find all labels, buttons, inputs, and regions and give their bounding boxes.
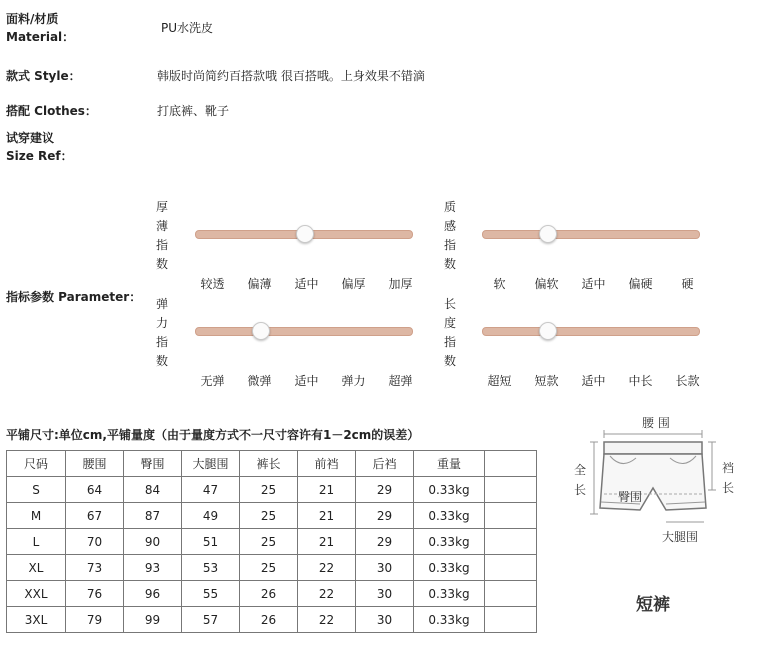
table-header-cell: 尺码 <box>7 451 66 477</box>
tick-label: 适中 <box>581 374 606 388</box>
table-cell: 49 <box>182 503 240 529</box>
table-cell <box>485 555 537 581</box>
table-cell: 64 <box>66 477 124 503</box>
tick-label: 适中 <box>581 277 606 291</box>
tick-label: 偏软 <box>534 277 559 291</box>
parameter-label: 指标参数 Parameter： <box>6 290 142 304</box>
tick-label: 较透 <box>200 277 225 291</box>
thickness-index-label: 厚薄指数 <box>155 200 168 271</box>
table-cell <box>485 529 537 555</box>
table-cell: 84 <box>124 477 182 503</box>
table-cell: S <box>7 477 66 503</box>
table-cell: 96 <box>124 581 182 607</box>
waist-label: 腰 围 <box>642 416 670 430</box>
table-cell: 26 <box>240 607 298 633</box>
elasticity-ticks <box>189 372 424 389</box>
table-cell: 22 <box>298 581 356 607</box>
table-cell: 53 <box>182 555 240 581</box>
size-table <box>6 450 537 633</box>
table-cell: XL <box>7 555 66 581</box>
table-cell <box>485 581 537 607</box>
table-cell: 67 <box>66 503 124 529</box>
elasticity-index-label: 弹力指数 <box>155 297 168 368</box>
table-cell: 29 <box>356 529 414 555</box>
table-cell: L <box>7 529 66 555</box>
length-slider-knob <box>539 322 557 340</box>
tick-label: 短款 <box>534 374 559 388</box>
table-cell: 0.33kg <box>414 477 485 503</box>
table-row <box>7 555 537 581</box>
table-cell: 25 <box>240 477 298 503</box>
table-cell: 21 <box>298 477 356 503</box>
table-cell: 0.33kg <box>414 529 485 555</box>
table-cell: 93 <box>124 555 182 581</box>
table-cell: 0.33kg <box>414 607 485 633</box>
table-cell: 22 <box>298 607 356 633</box>
table-cell <box>485 477 537 503</box>
tick-label: 微弹 <box>247 374 272 388</box>
table-row <box>7 477 537 503</box>
tick-label: 超短 <box>487 374 512 388</box>
thickness-slider-knob <box>296 225 314 243</box>
table-cell: 0.33kg <box>414 581 485 607</box>
clothes-label: 搭配 Clothes： <box>6 104 97 118</box>
table-cell: 57 <box>182 607 240 633</box>
table-cell: 30 <box>356 607 414 633</box>
table-row <box>7 581 537 607</box>
clothes-value: 打底裤、靴子 <box>157 104 230 118</box>
table-cell: XXL <box>7 581 66 607</box>
diagram-title: 短裤 <box>636 595 670 615</box>
table-row <box>7 607 537 633</box>
table-cell: 26 <box>240 581 298 607</box>
table-header-cell: 后裆 <box>356 451 414 477</box>
table-cell: 0.33kg <box>414 503 485 529</box>
tick-label: 偏薄 <box>247 277 272 291</box>
style-value: 韩版时尚简约百搭款哦 很百搭哦。上身效果不错滴 <box>157 69 425 83</box>
elasticity-slider-track <box>195 327 413 336</box>
hip-label: 臀围 <box>618 490 643 504</box>
material-label-cn: 面料/材质 <box>6 12 59 26</box>
texture-slider-knob <box>539 225 557 243</box>
table-cell: 47 <box>182 477 240 503</box>
tick-label: 加厚 <box>388 277 413 291</box>
table-cell: 73 <box>66 555 124 581</box>
length-ticks <box>476 372 711 389</box>
table-cell: 51 <box>182 529 240 555</box>
tick-label: 中长 <box>628 374 653 388</box>
table-cell: 25 <box>240 503 298 529</box>
tick-label: 软 <box>493 277 506 291</box>
tick-label: 偏厚 <box>341 277 366 291</box>
table-cell: 76 <box>66 581 124 607</box>
thickness-ticks <box>189 275 424 292</box>
size-ref-label-en: Size Ref： <box>6 149 73 163</box>
tick-label: 弹力 <box>341 374 366 388</box>
table-header-row <box>7 451 537 477</box>
table-cell: 21 <box>298 529 356 555</box>
table-header-cell <box>485 451 537 477</box>
table-header-cell: 裤长 <box>240 451 298 477</box>
tick-label: 适中 <box>294 277 319 291</box>
table-header-cell: 大腿围 <box>182 451 240 477</box>
tick-label: 无弹 <box>200 374 225 388</box>
table-cell: 30 <box>356 555 414 581</box>
elasticity-slider-knob <box>252 322 270 340</box>
table-cell: 21 <box>298 503 356 529</box>
tick-label: 硬 <box>681 277 694 291</box>
material-label-en: Material： <box>6 30 75 44</box>
material-value: PU水洗皮 <box>161 21 214 35</box>
table-cell: 99 <box>124 607 182 633</box>
size-table-caption: 平铺尺寸:单位cm,平铺量度（由于量度方式不一尺寸容许有1－2cm的误差） <box>6 428 420 442</box>
table-header-cell: 前裆 <box>298 451 356 477</box>
length-slider-track <box>482 327 700 336</box>
table-cell: 90 <box>124 529 182 555</box>
tick-label: 超弹 <box>388 374 413 388</box>
table-cell: 87 <box>124 503 182 529</box>
table-cell: 29 <box>356 503 414 529</box>
shorts-diagram <box>570 410 750 560</box>
table-cell: 25 <box>240 529 298 555</box>
table-header-cell: 臀围 <box>124 451 182 477</box>
table-header-cell: 腰围 <box>66 451 124 477</box>
table-cell: 30 <box>356 581 414 607</box>
table-cell: 79 <box>66 607 124 633</box>
full-length-label: 全长 <box>574 463 587 497</box>
length-index-label: 长度指数 <box>443 297 456 368</box>
tick-label: 长款 <box>675 374 700 388</box>
table-cell: 25 <box>240 555 298 581</box>
table-cell: 55 <box>182 581 240 607</box>
table-cell: 3XL <box>7 607 66 633</box>
thigh-label: 大腿围 <box>662 530 699 544</box>
size-ref-label-cn: 试穿建议 <box>6 131 55 145</box>
table-cell: 0.33kg <box>414 555 485 581</box>
texture-slider-track <box>482 230 700 239</box>
table-cell <box>485 503 537 529</box>
style-label: 款式 Style： <box>6 69 81 83</box>
tick-label: 偏硬 <box>628 277 653 291</box>
thickness-slider-track <box>195 230 413 239</box>
table-row <box>7 503 537 529</box>
texture-ticks <box>476 275 711 292</box>
table-cell: 29 <box>356 477 414 503</box>
texture-index-label: 质感指数 <box>443 200 456 271</box>
table-cell: M <box>7 503 66 529</box>
rise-label: 裆长 <box>722 461 735 495</box>
tick-label: 适中 <box>294 374 319 388</box>
table-cell: 70 <box>66 529 124 555</box>
table-row <box>7 529 537 555</box>
table-cell <box>485 607 537 633</box>
table-header-cell: 重量 <box>414 451 485 477</box>
table-cell: 22 <box>298 555 356 581</box>
